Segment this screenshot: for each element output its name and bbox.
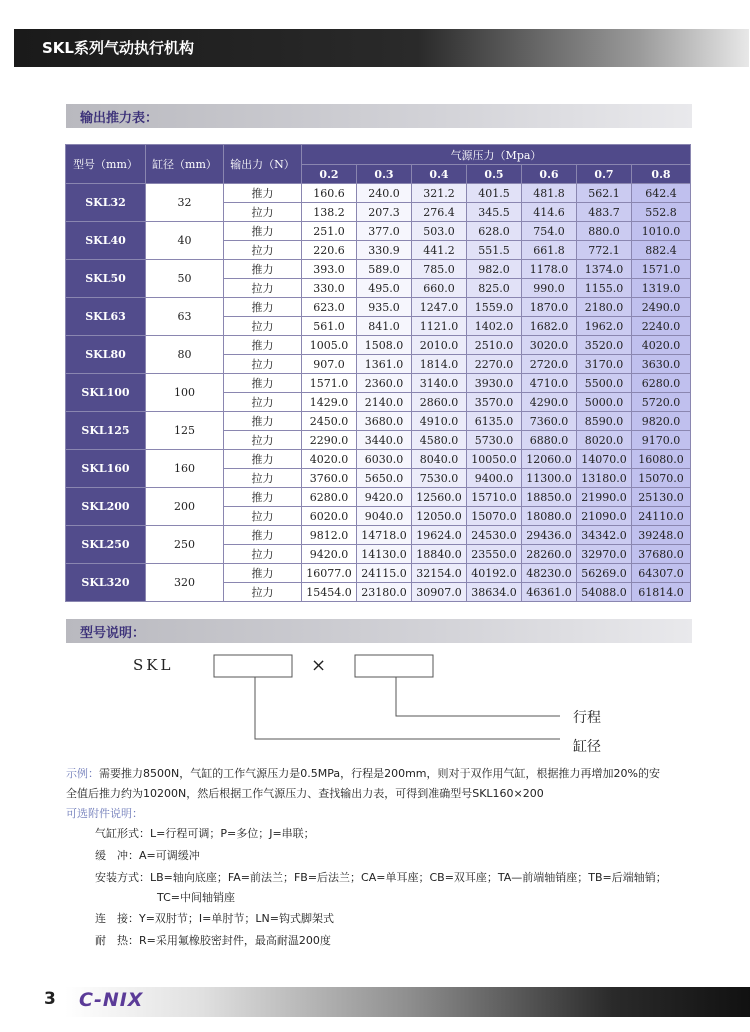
value-cell: 561.0 (302, 317, 357, 336)
value-cell: 551.5 (467, 241, 522, 260)
stroke-code-box (355, 655, 433, 677)
value-cell: 5730.0 (467, 431, 522, 450)
value-cell: 40192.0 (467, 564, 522, 583)
brand-logo: C-NIX (79, 989, 144, 1011)
pull-label-cell: 拉力 (224, 241, 302, 260)
option-label: 缓 冲： (95, 849, 139, 862)
model-cell: SKL250 (66, 526, 146, 564)
push-label-cell: 推力 (224, 450, 302, 469)
value-cell: 37680.0 (632, 545, 691, 564)
option-heat (95, 932, 331, 948)
option-label: 安装方式： (95, 871, 150, 884)
value-cell: 8040.0 (412, 450, 467, 469)
value-cell: 138.2 (302, 203, 357, 222)
value-cell: 3170.0 (577, 355, 632, 374)
pull-label-cell: 拉力 (224, 355, 302, 374)
value-cell: 18080.0 (522, 507, 577, 526)
value-cell: 825.0 (467, 279, 522, 298)
pull-label-cell: 拉力 (224, 469, 302, 488)
value-cell: 503.0 (412, 222, 467, 241)
bore-cell: 200 (146, 488, 224, 526)
value-cell: 481.8 (522, 184, 577, 203)
model-cell: SKL100 (66, 374, 146, 412)
value-cell: 5650.0 (357, 469, 412, 488)
value-cell: 6135.0 (467, 412, 522, 431)
option-label: 气缸形式： (95, 827, 150, 840)
value-cell: 56269.0 (577, 564, 632, 583)
option-text: L=行程可调；P=多位；J=串联； (150, 827, 315, 840)
option-text: R=采用氟橡胶密封件，最高耐温200度 (139, 934, 331, 947)
value-cell: 562.1 (577, 184, 632, 203)
value-cell: 15454.0 (302, 583, 357, 602)
value-cell: 6280.0 (632, 374, 691, 393)
pull-label-cell: 拉力 (224, 279, 302, 298)
value-cell: 15710.0 (467, 488, 522, 507)
value-cell: 12050.0 (412, 507, 467, 526)
pressure-header: 0.5 (467, 165, 522, 184)
value-cell: 6020.0 (302, 507, 357, 526)
option-text: LB=轴向底座；FA=前法兰；FB=后法兰；CA=单耳座；CB=双耳座；TA—前端轴销座；TB=后端轴销； (150, 871, 667, 884)
value-cell: 2450.0 (302, 412, 357, 431)
value-cell: 882.4 (632, 241, 691, 260)
value-cell: 3680.0 (357, 412, 412, 431)
value-cell: 2270.0 (467, 355, 522, 374)
model-cell: SKL63 (66, 298, 146, 336)
header-pressure: 气源压力（Mpa） (302, 145, 691, 165)
value-cell: 1571.0 (302, 374, 357, 393)
option-label: 耐 热： (95, 934, 139, 947)
push-label-cell: 推力 (224, 374, 302, 393)
option-text: A=可调缓冲 (139, 849, 200, 862)
value-cell: 1559.0 (467, 298, 522, 317)
pull-label-cell: 拉力 (224, 545, 302, 564)
value-cell: 1319.0 (632, 279, 691, 298)
value-cell: 18850.0 (522, 488, 577, 507)
value-cell: 8590.0 (577, 412, 632, 431)
value-cell: 29436.0 (522, 526, 577, 545)
value-cell: 15070.0 (632, 469, 691, 488)
value-cell: 2490.0 (632, 298, 691, 317)
bore-code-box (214, 655, 292, 677)
value-cell: 9400.0 (467, 469, 522, 488)
options-title: 可选附件说明： (66, 807, 143, 820)
value-cell: 4020.0 (632, 336, 691, 355)
value-cell: 907.0 (302, 355, 357, 374)
option-cushion (95, 847, 200, 863)
value-cell: 552.8 (632, 203, 691, 222)
value-cell: 9820.0 (632, 412, 691, 431)
value-cell: 5720.0 (632, 393, 691, 412)
value-cell: 14718.0 (357, 526, 412, 545)
value-cell: 2290.0 (302, 431, 357, 450)
value-cell: 3930.0 (467, 374, 522, 393)
bore-cell: 32 (146, 184, 224, 222)
value-cell: 23180.0 (357, 583, 412, 602)
value-cell: 38634.0 (467, 583, 522, 602)
model-prefix: SKL (133, 656, 174, 674)
value-cell: 1571.0 (632, 260, 691, 279)
value-cell: 16077.0 (302, 564, 357, 583)
value-cell: 24110.0 (632, 507, 691, 526)
model-cell: SKL32 (66, 184, 146, 222)
value-cell: 39248.0 (632, 526, 691, 545)
value-cell: 3570.0 (467, 393, 522, 412)
option-label: 连 接： (95, 912, 139, 925)
bore-cell: 100 (146, 374, 224, 412)
value-cell: 401.5 (467, 184, 522, 203)
example-line-1 (66, 764, 706, 784)
option-connection (95, 910, 334, 926)
pressure-header: 0.8 (632, 165, 691, 184)
model-cell: SKL160 (66, 450, 146, 488)
value-cell: 46361.0 (522, 583, 577, 602)
pressure-header: 0.7 (577, 165, 632, 184)
label-stroke: 行程 (573, 710, 601, 726)
page-title: SKL系列气动执行机构 (42, 39, 194, 57)
header-bore: 缸径（mm） (146, 145, 224, 184)
value-cell: 220.6 (302, 241, 357, 260)
value-cell: 935.0 (357, 298, 412, 317)
value-cell: 414.6 (522, 203, 577, 222)
value-cell: 495.0 (357, 279, 412, 298)
value-cell: 642.4 (632, 184, 691, 203)
pull-label-cell: 拉力 (224, 583, 302, 602)
value-cell: 441.2 (412, 241, 467, 260)
value-cell: 8020.0 (577, 431, 632, 450)
value-cell: 2140.0 (357, 393, 412, 412)
value-cell: 3020.0 (522, 336, 577, 355)
label-bore: 缸径 (573, 739, 601, 755)
value-cell: 34342.0 (577, 526, 632, 545)
value-cell: 3440.0 (357, 431, 412, 450)
footer-bar (65, 987, 750, 1017)
value-cell: 6280.0 (302, 488, 357, 507)
pull-label-cell: 拉力 (224, 203, 302, 222)
value-cell: 5500.0 (577, 374, 632, 393)
pressure-header: 0.6 (522, 165, 577, 184)
push-label-cell: 推力 (224, 526, 302, 545)
value-cell: 9420.0 (357, 488, 412, 507)
value-cell: 10050.0 (467, 450, 522, 469)
pressure-header: 0.2 (302, 165, 357, 184)
example-label: 示例： (66, 767, 99, 780)
bore-leader-line (255, 677, 560, 739)
example-line-2: 全值后推力约为10200N，然后根据工作气源压力、查找输出力表，可得到准确型号SKL160×200 (66, 787, 544, 800)
bore-cell: 125 (146, 412, 224, 450)
value-cell: 4290.0 (522, 393, 577, 412)
value-cell: 4580.0 (412, 431, 467, 450)
value-cell: 321.2 (412, 184, 467, 203)
value-cell: 3140.0 (412, 374, 467, 393)
value-cell: 880.0 (577, 222, 632, 241)
notes-block (66, 764, 706, 824)
value-cell: 3520.0 (577, 336, 632, 355)
value-cell: 19624.0 (412, 526, 467, 545)
value-cell: 54088.0 (577, 583, 632, 602)
value-cell: 393.0 (302, 260, 357, 279)
value-cell: 6880.0 (522, 431, 577, 450)
value-cell: 25130.0 (632, 488, 691, 507)
bore-cell: 63 (146, 298, 224, 336)
value-cell: 251.0 (302, 222, 357, 241)
value-cell: 48230.0 (522, 564, 577, 583)
value-cell: 276.4 (412, 203, 467, 222)
value-cell: 772.1 (577, 241, 632, 260)
bore-cell: 80 (146, 336, 224, 374)
push-label-cell: 推力 (224, 184, 302, 203)
value-cell: 2510.0 (467, 336, 522, 355)
push-label-cell: 推力 (224, 298, 302, 317)
value-cell: 841.0 (357, 317, 412, 336)
push-label-cell: 推力 (224, 336, 302, 355)
pressure-header: 0.3 (357, 165, 412, 184)
pull-label-cell: 拉力 (224, 317, 302, 336)
bore-cell: 250 (146, 526, 224, 564)
value-cell: 754.0 (522, 222, 577, 241)
value-cell: 3760.0 (302, 469, 357, 488)
bore-cell: 320 (146, 564, 224, 602)
value-cell: 32970.0 (577, 545, 632, 564)
bore-cell: 40 (146, 222, 224, 260)
model-cell: SKL125 (66, 412, 146, 450)
value-cell: 1429.0 (302, 393, 357, 412)
value-cell: 1508.0 (357, 336, 412, 355)
bore-cell: 50 (146, 260, 224, 298)
value-cell: 9812.0 (302, 526, 357, 545)
model-cell: SKL40 (66, 222, 146, 260)
pressure-header: 0.4 (412, 165, 467, 184)
model-cell: SKL320 (66, 564, 146, 602)
value-cell: 30907.0 (412, 583, 467, 602)
value-cell: 4910.0 (412, 412, 467, 431)
header-model: 型号（mm） (66, 145, 146, 184)
value-cell: 483.7 (577, 203, 632, 222)
push-label-cell: 推力 (224, 488, 302, 507)
value-cell: 15070.0 (467, 507, 522, 526)
value-cell: 330.0 (302, 279, 357, 298)
pull-label-cell: 拉力 (224, 393, 302, 412)
value-cell: 345.5 (467, 203, 522, 222)
value-cell: 21990.0 (577, 488, 632, 507)
value-cell: 1374.0 (577, 260, 632, 279)
value-cell: 2240.0 (632, 317, 691, 336)
value-cell: 9040.0 (357, 507, 412, 526)
value-cell: 1010.0 (632, 222, 691, 241)
value-cell: 61814.0 (632, 583, 691, 602)
option-mounting-cont (157, 889, 235, 905)
stroke-leader-line (396, 677, 560, 716)
value-cell: 1155.0 (577, 279, 632, 298)
value-cell: 1361.0 (357, 355, 412, 374)
model-cell: SKL50 (66, 260, 146, 298)
value-cell: 377.0 (357, 222, 412, 241)
value-cell: 661.8 (522, 241, 577, 260)
model-cell: SKL80 (66, 336, 146, 374)
value-cell: 12060.0 (522, 450, 577, 469)
value-cell: 6030.0 (357, 450, 412, 469)
page-number: 3 (44, 989, 56, 1009)
value-cell: 1121.0 (412, 317, 467, 336)
value-cell: 1402.0 (467, 317, 522, 336)
push-label-cell: 推力 (224, 260, 302, 279)
value-cell: 660.0 (412, 279, 467, 298)
value-cell: 28260.0 (522, 545, 577, 564)
value-cell: 7360.0 (522, 412, 577, 431)
option-text: TC=中间轴销座 (157, 891, 235, 904)
value-cell: 24115.0 (357, 564, 412, 583)
value-cell: 14070.0 (577, 450, 632, 469)
value-cell: 4020.0 (302, 450, 357, 469)
value-cell: 240.0 (357, 184, 412, 203)
value-cell: 1870.0 (522, 298, 577, 317)
value-cell: 2860.0 (412, 393, 467, 412)
value-cell: 330.9 (357, 241, 412, 260)
section-output-title: 输出推力表： (80, 111, 159, 126)
value-cell: 2180.0 (577, 298, 632, 317)
value-cell: 628.0 (467, 222, 522, 241)
push-label-cell: 推力 (224, 412, 302, 431)
times-sign: × (311, 655, 327, 676)
value-cell: 3630.0 (632, 355, 691, 374)
value-cell: 1962.0 (577, 317, 632, 336)
value-cell: 990.0 (522, 279, 577, 298)
value-cell: 18840.0 (412, 545, 467, 564)
option-form (95, 825, 315, 841)
value-cell: 160.6 (302, 184, 357, 203)
value-cell: 623.0 (302, 298, 357, 317)
value-cell: 982.0 (467, 260, 522, 279)
value-cell: 2720.0 (522, 355, 577, 374)
value-cell: 1682.0 (522, 317, 577, 336)
value-cell: 24530.0 (467, 526, 522, 545)
value-cell: 14130.0 (357, 545, 412, 564)
value-cell: 2360.0 (357, 374, 412, 393)
value-cell: 13180.0 (577, 469, 632, 488)
value-cell: 7530.0 (412, 469, 467, 488)
value-cell: 1005.0 (302, 336, 357, 355)
pull-label-cell: 拉力 (224, 507, 302, 526)
value-cell: 32154.0 (412, 564, 467, 583)
value-cell: 207.3 (357, 203, 412, 222)
push-label-cell: 推力 (224, 222, 302, 241)
option-text: Y=双肘节；I=单肘节；LN=钩式脚架式 (139, 912, 334, 925)
footer (0, 987, 750, 1017)
value-cell: 9420.0 (302, 545, 357, 564)
pull-label-cell: 拉力 (224, 431, 302, 450)
value-cell: 11300.0 (522, 469, 577, 488)
header-force: 输出力（N） (224, 145, 302, 184)
section-model-title: 型号说明： (80, 626, 146, 641)
example-text-1: 需要推力8500N，气缸的工作气源压力是0.5MPa，行程是200mm，则对于双作用气缸，根据推力再增加20%的安 (99, 767, 660, 780)
model-cell: SKL200 (66, 488, 146, 526)
value-cell: 589.0 (357, 260, 412, 279)
option-mounting (95, 869, 667, 885)
value-cell: 16080.0 (632, 450, 691, 469)
value-cell: 5000.0 (577, 393, 632, 412)
value-cell: 1178.0 (522, 260, 577, 279)
value-cell: 21090.0 (577, 507, 632, 526)
bore-cell: 160 (146, 450, 224, 488)
value-cell: 64307.0 (632, 564, 691, 583)
value-cell: 23550.0 (467, 545, 522, 564)
value-cell: 2010.0 (412, 336, 467, 355)
value-cell: 9170.0 (632, 431, 691, 450)
value-cell: 4710.0 (522, 374, 577, 393)
value-cell: 1247.0 (412, 298, 467, 317)
value-cell: 12560.0 (412, 488, 467, 507)
value-cell: 1814.0 (412, 355, 467, 374)
value-cell: 785.0 (412, 260, 467, 279)
push-label-cell: 推力 (224, 564, 302, 583)
